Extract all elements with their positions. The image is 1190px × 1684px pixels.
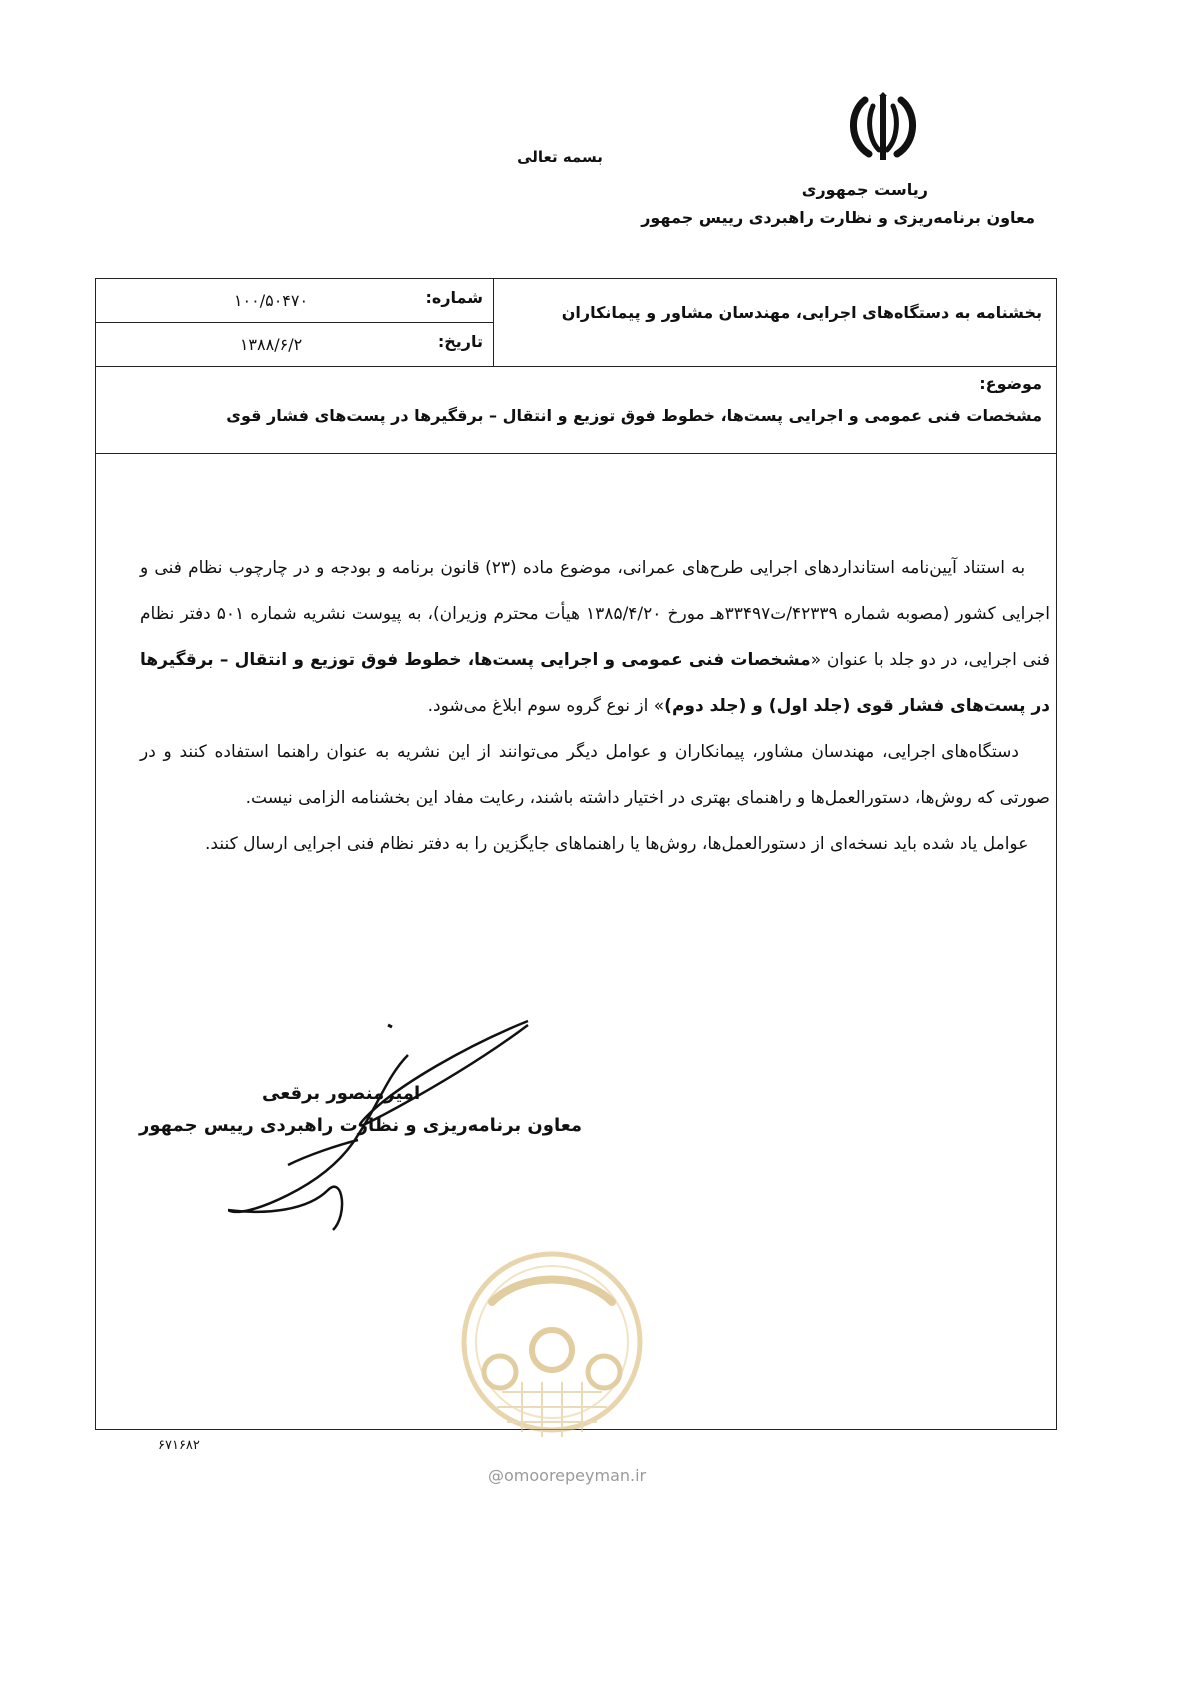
letter-body — [140, 545, 1050, 867]
body-paragraph-2 — [140, 729, 1050, 821]
paragraph-1-end: » از نوع گروه سوم ابلاغ می‌شود. — [427, 696, 665, 716]
basmala: بسمه تعالی — [517, 148, 603, 166]
deputy-heading: معاون برنامه‌ریزی و نظارت راهبردی رییس جمهور — [641, 208, 1035, 227]
letter-header-row — [96, 279, 1056, 367]
date-row — [96, 323, 493, 366]
serial-number: ۶۷۱۶۸۲ — [158, 1438, 200, 1453]
subject-text: مشخصات فنی عمومی و اجرایی پست‌ها، خطوط فوق توزیع و انتقال – برقگیرها در پست‌های فشار قوی — [226, 406, 1042, 425]
paragraph-1-start: به استناد آیین‌نامه استانداردهای اجرایی طرح‌های عمرانی، موضوع ماده (۲۳) قانون برنامه و بودجه و در چارچوب نظام فنی و اجرایی کشور (مصوبه شماره ۴۲۳۳۹/ت۳۳۴۹۷هـ مورخ ۱۳۸۵/۴/۲۰ هیأت محترم وزیران)، به پیوست نشریه شماره ۵۰۱ دفتر نظام فنی اجرایی، در دو جلد با عنوان « — [140, 558, 1050, 670]
publication-title: مشخصات فنی عمومی و اجرایی پست‌ها، خطوط فوق توزیع و انتقال – برقگیرها در پست‌های فشار قوی (جلد اول) و (جلد دوم) — [140, 650, 1050, 716]
subject-label: موضوع: — [979, 374, 1042, 393]
signer-title: معاون برنامه‌ریزی و نظارت راهبردی رییس جمهور — [139, 1115, 583, 1136]
number-label: شماره: — [425, 288, 483, 307]
number-row — [96, 279, 493, 323]
iran-emblem-icon — [843, 92, 923, 164]
reference-box — [96, 279, 494, 366]
paragraph-3-text: عوامل یاد شده باید نسخه‌ای از دستورالعمل‌ها، روش‌ها یا راهنماهای جایگزین را به دفتر نظام فنی اجرایی ارسال کنند. — [205, 834, 1029, 854]
number-value: ۱۰۰/۵۰۴۷۰ — [233, 291, 309, 310]
paragraph-2-text: دستگاه‌های اجرایی، مهندسان مشاور، پیمانکاران و عوامل دیگر می‌توانند از این نشریه به عنوان راهنما استفاده کنند و در صورتی که روش‌ها، دستورالعمل‌ها و راهنمای بهتری در اختیار داشته باشند، رعایت مفاد این بخشنامه الزامی نیست. — [140, 742, 1050, 808]
presidency-heading: ریاست جمهوری — [801, 180, 928, 199]
date-value: ۱۳۸۸/۶/۲ — [239, 335, 303, 354]
body-paragraph-3 — [140, 821, 1050, 867]
date-label: تاریخ: — [437, 332, 483, 351]
body-paragraph-1 — [140, 545, 1050, 729]
watermark-seal-icon — [452, 1232, 652, 1452]
subject-row — [96, 366, 1056, 454]
watermark-url: @omoorepeyman.ir — [488, 1466, 647, 1485]
signer-name: امیرمنصور برقعی — [262, 1083, 421, 1104]
circular-title: بخشنامه به دستگاه‌های اجرایی، مهندسان مشاور و پیمانکاران — [561, 303, 1042, 322]
